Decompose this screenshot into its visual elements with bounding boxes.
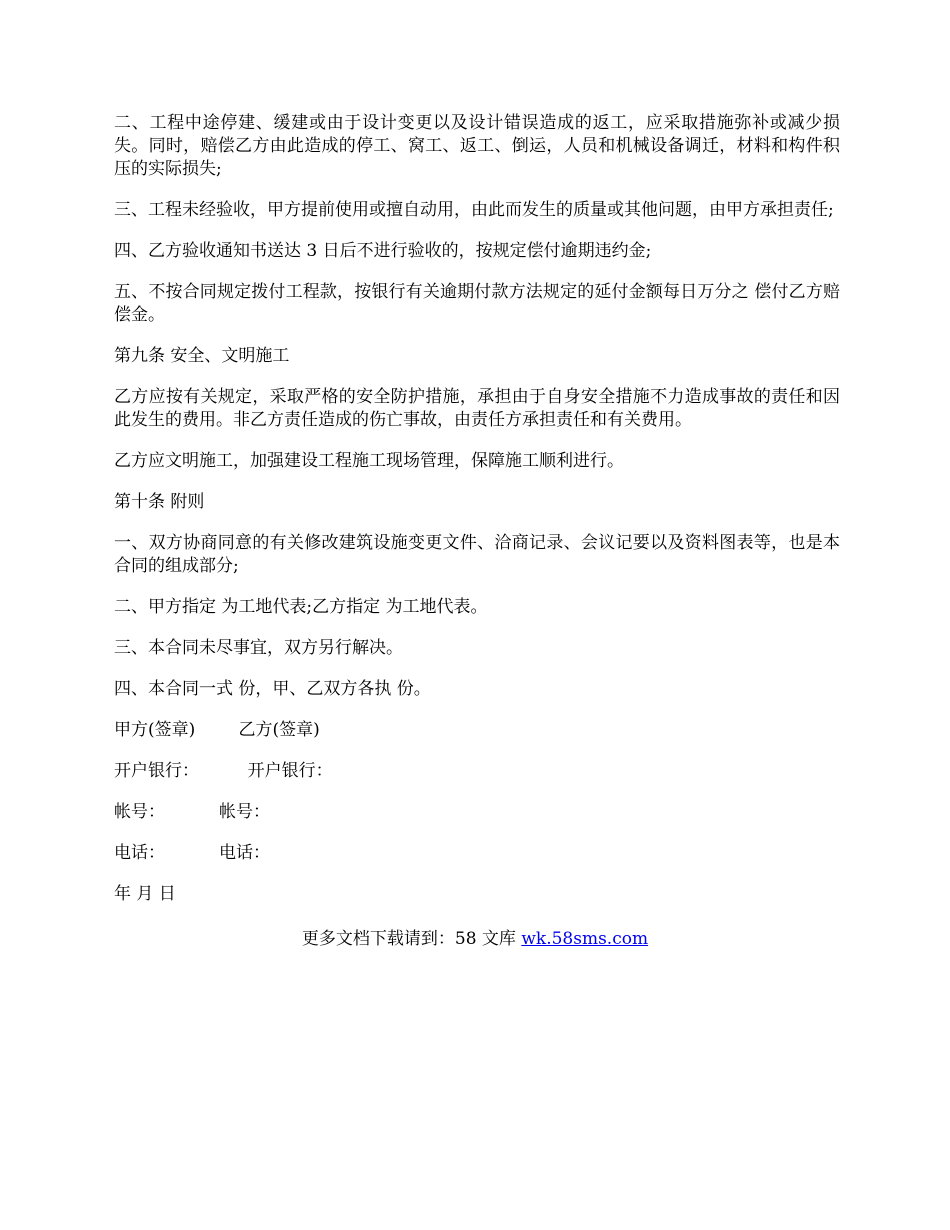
article-10-heading: 第十条 附则 [114,492,205,512]
supplementary-clause-1: 一、双方协商同意的有关修改建筑设施变更文件、洽商记录、会议记要以及资料图表等，也是本合同的组成部分; [114,533,840,576]
download-footer [0,928,950,951]
clause-5-paragraph: 五、不按合同规定拨付工程款，按银行有关逾期付款方法规定的延付金额每日万分之 偿付乙方赔偿金。 [114,282,840,325]
supplementary-clause-3: 三、本合同未尽事宜，双方另行解决。 [114,638,403,658]
clause-2-paragraph: 二、工程中途停建、缓建或由于设计变更以及设计错误造成的返工，应采取措施弥补或减少损失。同时，赔偿乙方由此造成的停工、窝工、返工、倒运，人员和机械设备调迁，材料和构件积压的实际损失; [114,113,840,179]
safety-paragraph: 乙方应按有关规定，采取严格的安全防护措施，承担由于自身安全措施不力造成事故的责任和因此发生的费用。非乙方责任造成的伤亡事故，由责任方承担责任和有关费用。 [114,387,840,430]
signature-date: 年 月 日 [114,884,176,904]
signature-bank: 开户银行： 开户银行： [114,761,333,781]
footer-link[interactable]: wk.58sms.com [521,929,649,949]
clause-4-paragraph: 四、乙方验收通知书送达 3 日后不进行验收的，按规定偿付逾期违约金; [114,241,652,261]
signature-account: 帐号： 帐号： [114,802,271,822]
civilized-construction-paragraph: 乙方应文明施工，加强建设工程施工现场管理，保障施工顺利进行。 [114,451,624,471]
supplementary-clause-2: 二、甲方指定 为工地代表;乙方指定 为工地代表。 [114,597,488,617]
supplementary-clause-4: 四、本合同一式 份，甲、乙双方各执 份。 [114,679,431,699]
signature-parties: 甲方(签章) 乙方(签章) [114,720,320,740]
article-9-heading: 第九条 安全、文明施工 [114,346,290,366]
document-body [114,112,840,924]
footer-prefix: 更多文档下载请到：58 文库 [301,929,522,949]
clause-3-paragraph: 三、工程未经验收，甲方提前使用或擅自动用，由此而发生的质量或其他问题，由甲方承担责任; [114,200,834,220]
signature-phone: 电话： 电话： [114,843,271,863]
